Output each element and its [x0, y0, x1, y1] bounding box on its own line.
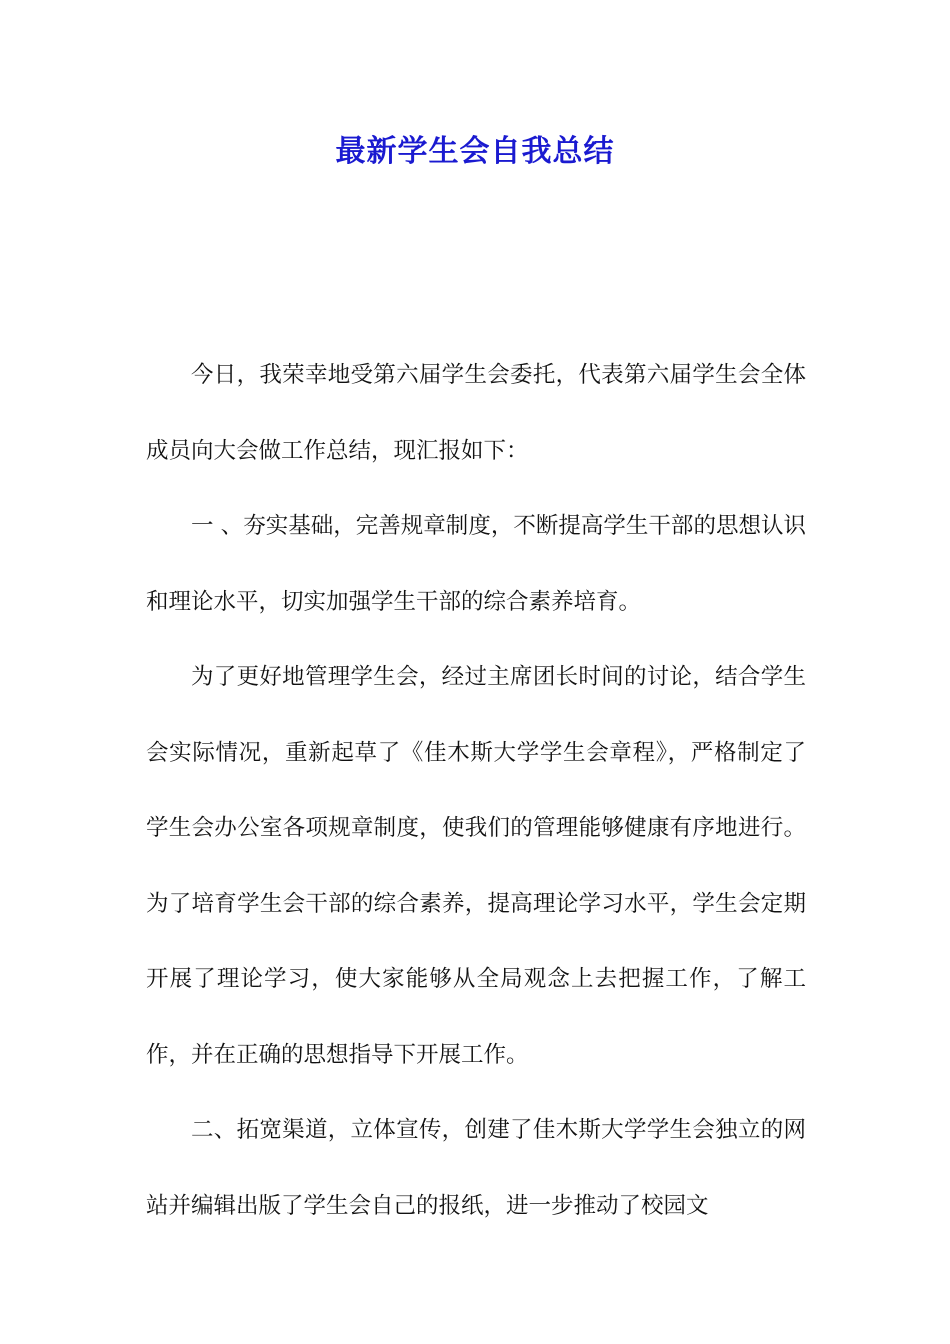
paragraph-3: 为了更好地管理学生会，经过主席团长时间的讨论，结合学生会实际情况，重新起草了《佳木斯大学学生会章程》，严格制定了学生会办公室各项规章制度，使我们的管理能够健康有序地进行。为了培育学生会干部的综合素养，提高理论学习水平，学生会定期开展了理论学习，使大家能够从全局观念上去把握工作，了解工作，并在正确的思想指导下开展工作。: [146, 664, 806, 1068]
document-body: [146, 338, 806, 1244]
document-title: 最新学生会自我总结: [335, 134, 615, 169]
paragraph-1: 今日，我荣幸地受第六届学生会委托，代表第六届学生会全体成员向大会做工作总结，现汇报如下：: [146, 362, 806, 464]
paragraph-4: 二、拓宽渠道，立体宣传，创建了佳木斯大学学生会独立的网站并编辑出版了学生会自己的报纸，进一步推动了校园文: [146, 1117, 806, 1219]
paragraph-2: 一 、夯实基础，完善规章制度，不断提高学生干部的思想认识和理论水平，切实加强学生干部的综合素养培育。: [146, 513, 806, 615]
